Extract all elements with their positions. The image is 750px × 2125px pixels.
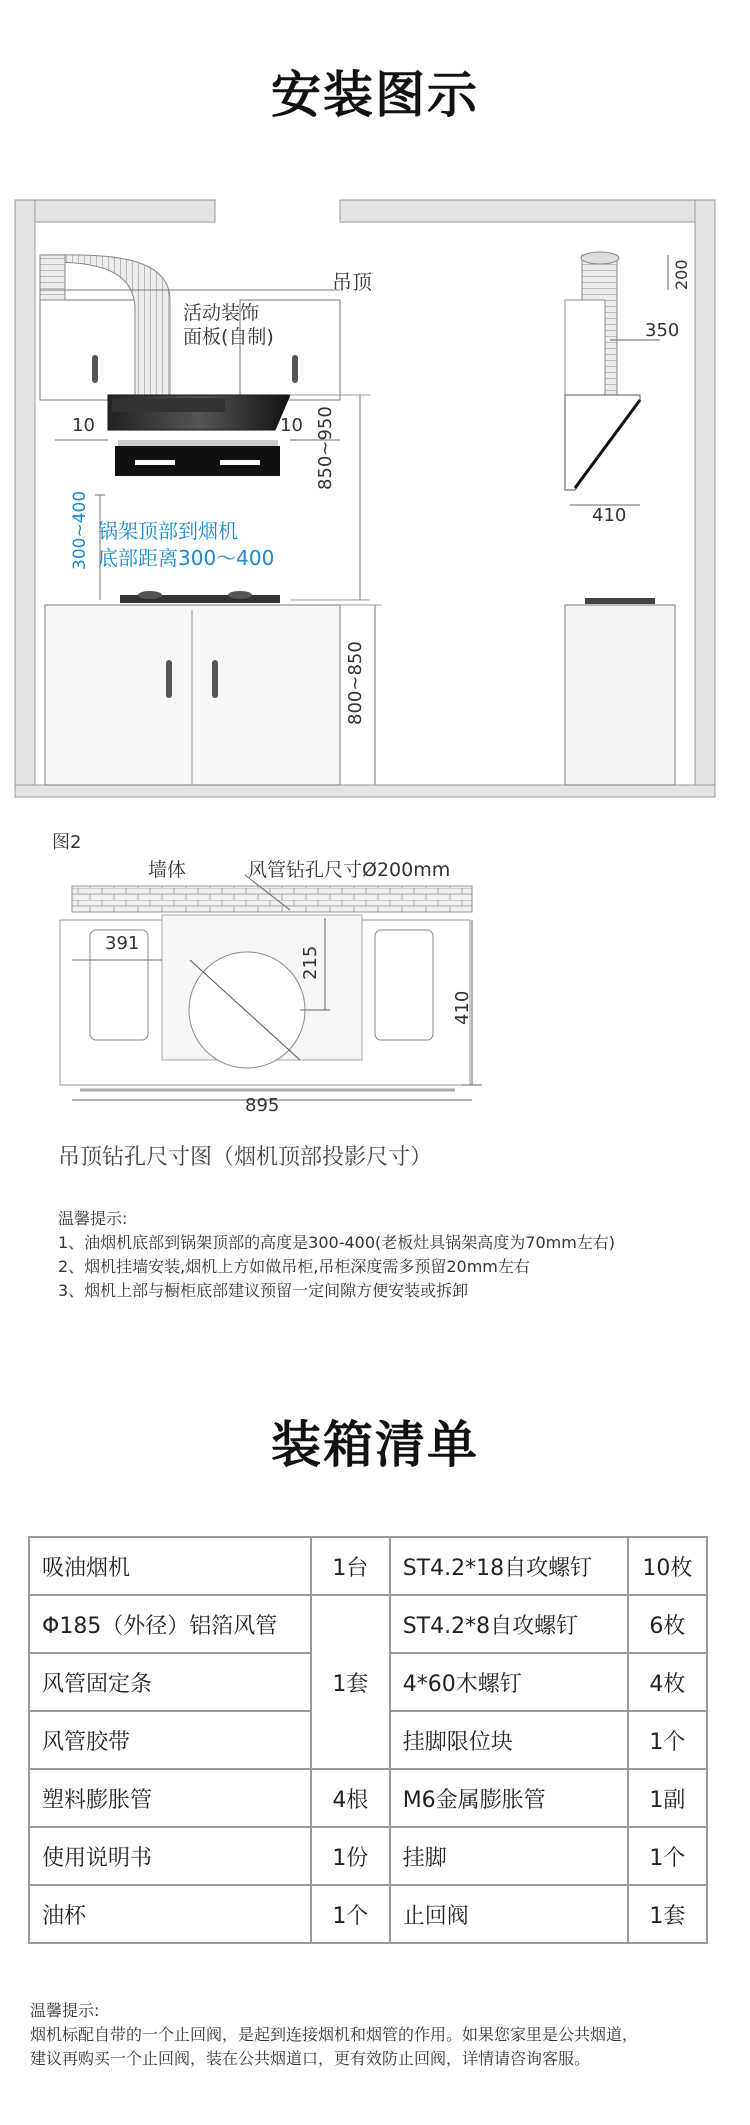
side-top-label: 200	[672, 259, 691, 290]
panel-label-line1: 活动装饰	[183, 302, 260, 324]
item-qty: 6枚	[628, 1595, 707, 1653]
item-name: 挂脚	[390, 1827, 628, 1885]
side-width-label: 410	[592, 505, 627, 526]
dim-895-label: 895	[245, 1095, 280, 1116]
ceiling-label: 吊顶	[332, 270, 372, 294]
item-qty: 10枚	[628, 1537, 707, 1595]
item-qty: 1个	[628, 1827, 707, 1885]
item-name: 风管胶带	[29, 1711, 311, 1769]
figure2-caption: 吊顶钻孔尺寸图（烟机顶部投影尺寸）	[58, 1145, 433, 1170]
item-qty: 1份	[311, 1827, 390, 1885]
table-row	[29, 1827, 707, 1885]
rack-note-line1: 锅架顶部到烟机	[98, 519, 238, 543]
rack-note-line2: 底部距离300～400	[98, 546, 275, 570]
tips-heading: 温馨提示:	[58, 1209, 128, 1228]
item-name: 风管固定条	[29, 1653, 311, 1711]
footer-line: 建议再购买一个止回阀，装在公共烟道口，更有效防止回阀，详情请咨询客服。	[30, 2049, 591, 2068]
tip-item: 3、烟机上部与橱柜底部建议预留一定间隙方便安装或拆卸	[58, 1281, 469, 1300]
ceiling-hole-diagram	[0, 850, 750, 1110]
install-title: 安装图示	[271, 66, 479, 124]
item-qty: 4枚	[628, 1653, 707, 1711]
item-name: 油杯	[29, 1885, 311, 1943]
item-name: 止回阀	[390, 1885, 628, 1943]
table-row	[29, 1537, 707, 1595]
footer-line: 烟机标配自带的一个止回阀，是起到连接烟机和烟管的作用。如果您家里是公共烟道，	[30, 2025, 639, 2044]
item-name: 挂脚限位块	[390, 1711, 628, 1769]
tip-item: 1、油烟机底部到锅架顶部的高度是300-400(老板灶具锅架高度为70mm左右)	[58, 1233, 616, 1252]
right-gap-label: 10	[280, 415, 303, 436]
dim-215-label: 215	[300, 945, 321, 980]
item-name: ST4.2*18自攻螺钉	[390, 1537, 628, 1595]
cabinet-height-label: 800~850	[345, 641, 366, 725]
item-name: 4*60木螺钉	[390, 1653, 628, 1711]
item-qty: 4根	[311, 1769, 390, 1827]
side-depth-label: 350	[645, 320, 680, 341]
hole-size-label: 风管钻孔尺寸Ø200mm	[248, 859, 451, 881]
installation-diagram	[0, 190, 750, 820]
item-name: 吸油烟机	[29, 1537, 311, 1595]
item-name: Φ185（外径）铝箔风管	[29, 1595, 311, 1653]
table-row	[29, 1885, 707, 1943]
dim-391-label: 391	[105, 933, 140, 954]
packing-title: 装箱清单	[271, 1416, 479, 1474]
item-name: 使用说明书	[29, 1827, 311, 1885]
wall-label: 墙体	[148, 859, 187, 881]
item-qty: 1套	[311, 1595, 390, 1769]
item-name: ST4.2*8自攻螺钉	[390, 1595, 628, 1653]
table-row	[29, 1769, 707, 1827]
figure2-label: 图2	[52, 832, 82, 853]
tip-item: 2、烟机挂墙安装,烟机上方如做吊柜,吊柜深度需多预留20mm左右	[58, 1257, 530, 1276]
table-row	[29, 1595, 707, 1653]
item-qty: 1副	[628, 1769, 707, 1827]
item-name: 塑料膨胀管	[29, 1769, 311, 1827]
panel-label-line2: 面板(自制)	[183, 326, 274, 348]
rack-range-label: 300~400	[70, 490, 90, 570]
item-qty: 1个	[311, 1885, 390, 1943]
left-gap-label: 10	[72, 415, 95, 436]
hood-height-label: 850~950	[315, 406, 336, 490]
footer-heading: 温馨提示:	[30, 2001, 100, 2020]
dim-410-label: 410	[452, 990, 473, 1025]
item-qty: 1套	[628, 1885, 707, 1943]
packing-table	[28, 1536, 708, 1944]
item-name: M6金属膨胀管	[390, 1769, 628, 1827]
item-qty: 1台	[311, 1537, 390, 1595]
item-qty: 1个	[628, 1711, 707, 1769]
